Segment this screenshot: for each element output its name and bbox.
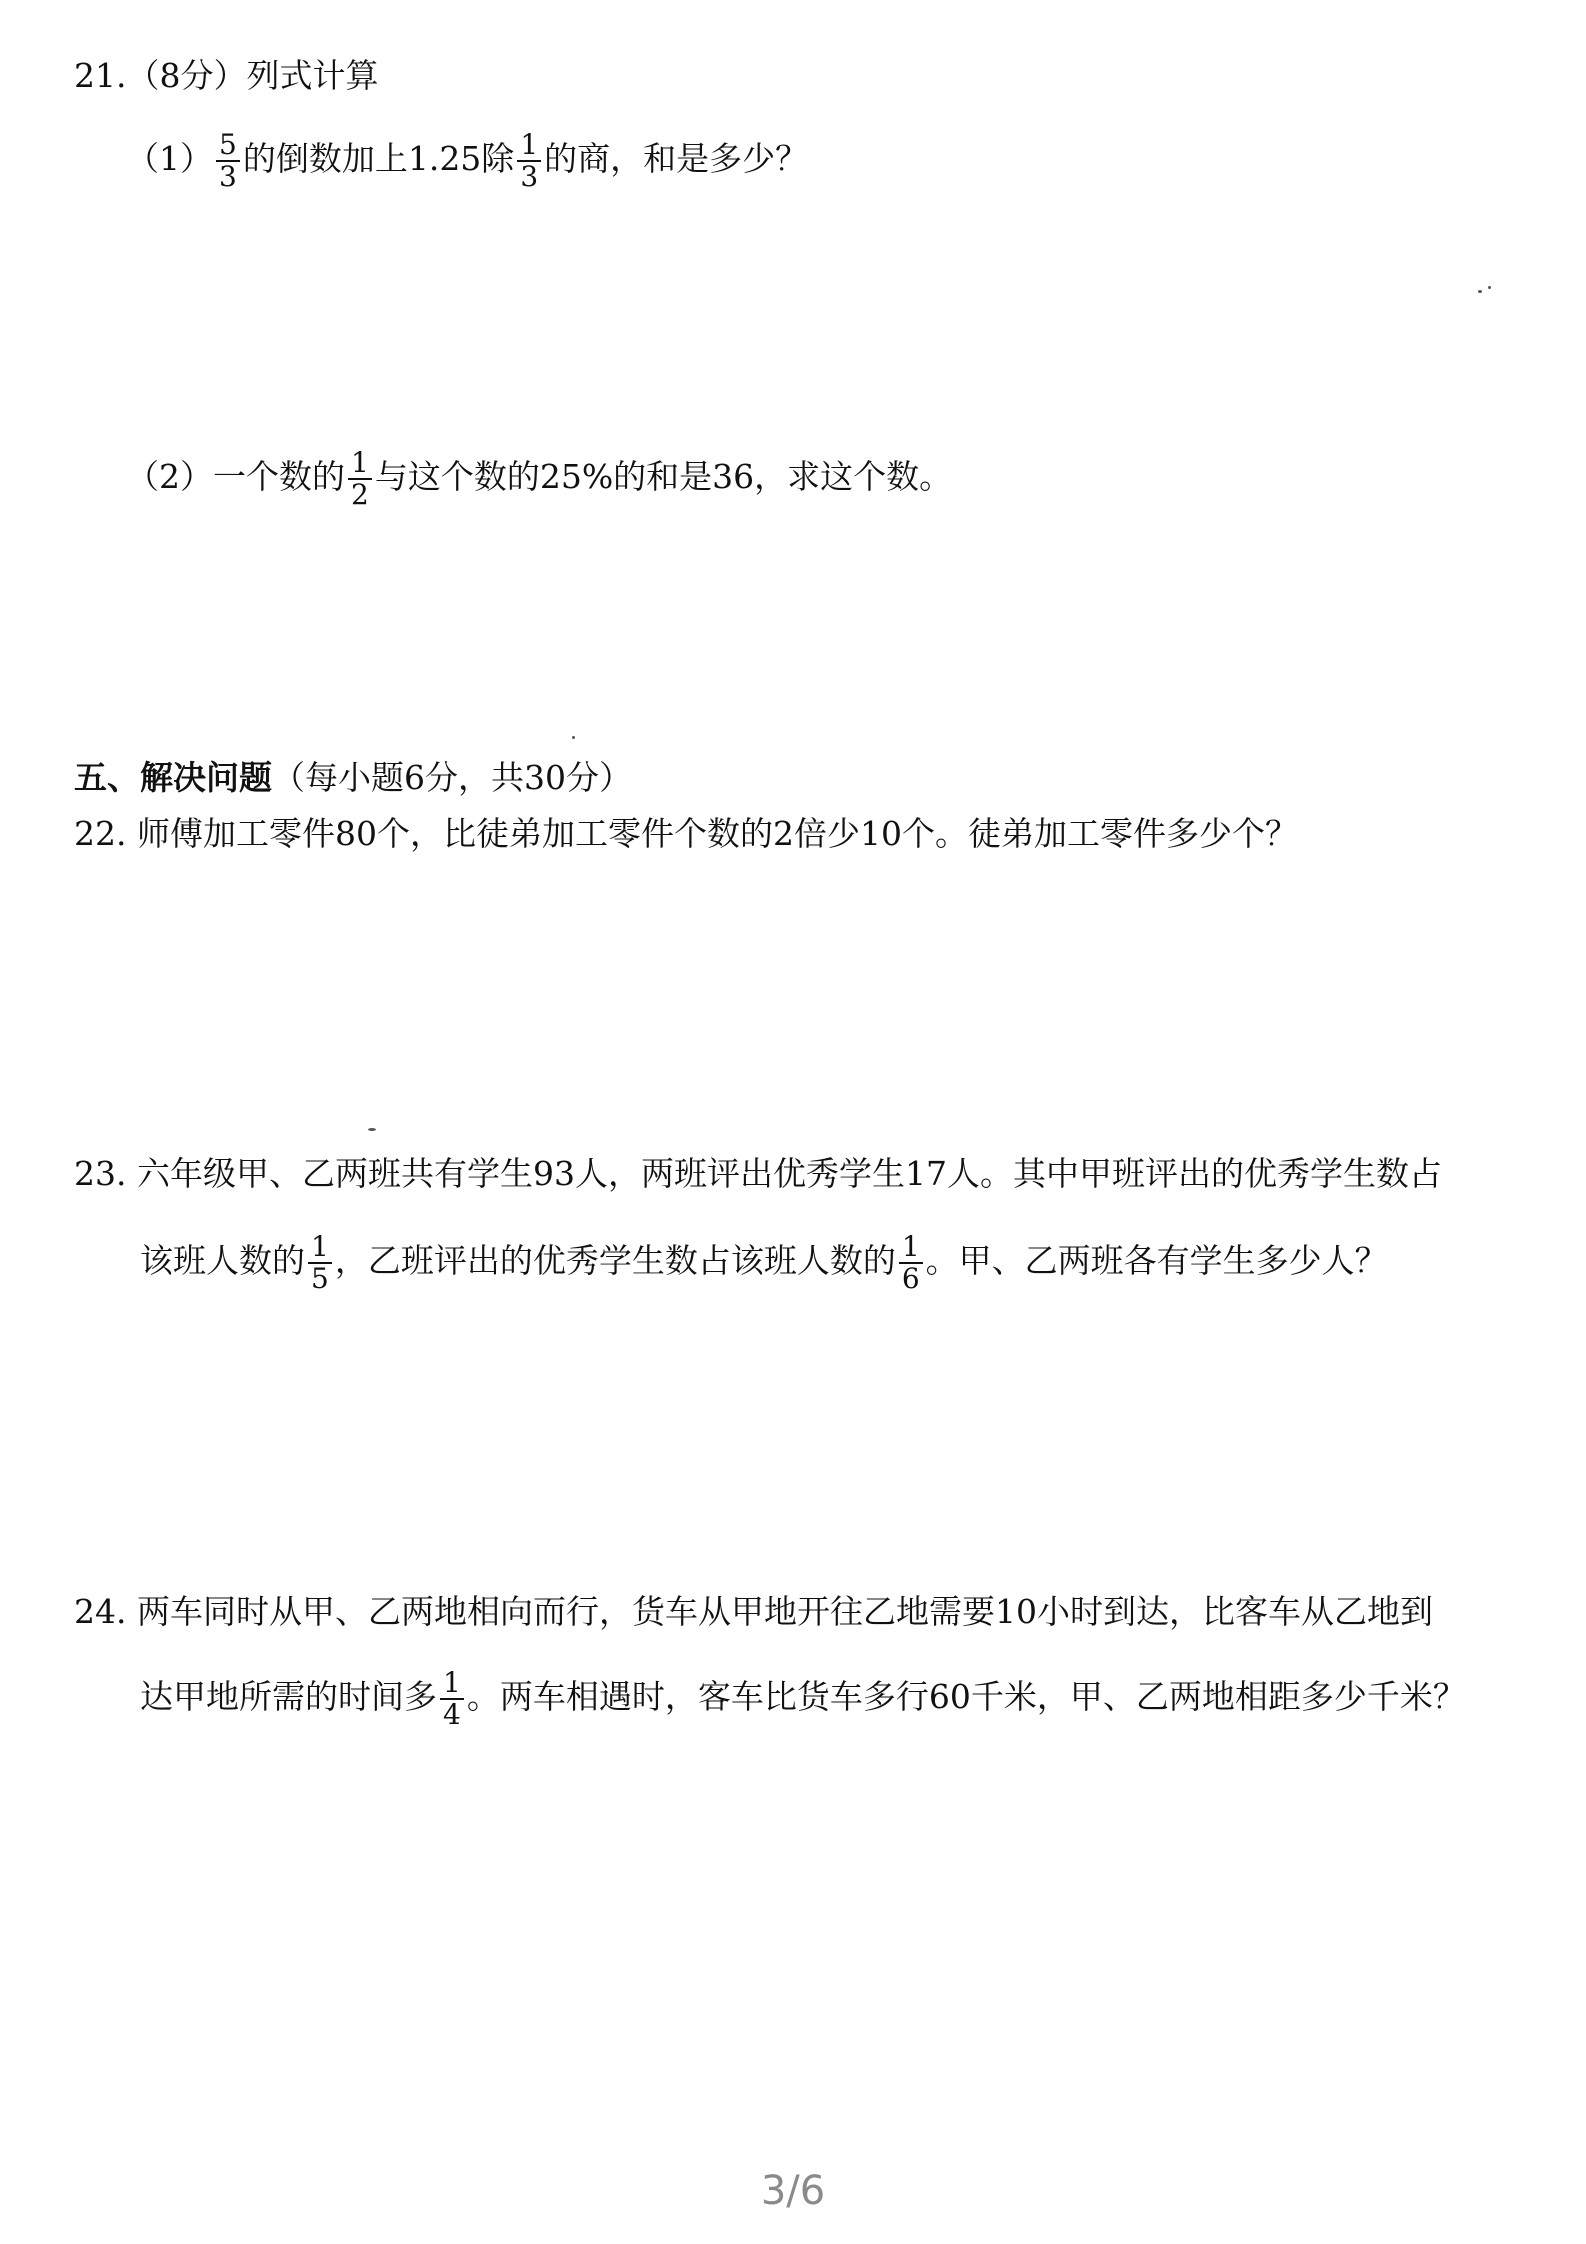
q24-line1: 24. 两车同时从甲、乙两地相向而行，货车从甲地开往乙地需要10小时到达，比客车从乙地到 (74, 1592, 1433, 1631)
q22-text: 22. 师傅加工零件80个，比徒弟加工零件个数的2倍少10个。徒弟加工零件多少个？ (74, 814, 1298, 853)
q23-line1: 23. 六年级甲、乙两班共有学生93人，两班评出优秀学生17人。其中甲班评出的优秀学生数占 (74, 1154, 1442, 1193)
fraction-1-2: $\frac{1}{2}$ (348, 448, 372, 510)
q24-line2-suffix: 。两车相遇时，客车比货车多行60千米，甲、乙两地相距多少千米？ (466, 1677, 1466, 1716)
q21-part2-suffix: 与这个数的25%的和是36，求这个数。 (374, 457, 953, 496)
fraction-5-3: $\frac{5}{3}$ (216, 130, 240, 192)
q24-line2-prefix: 达甲地所需的时间多 (140, 1677, 437, 1716)
page-number: 3/6 (760, 2168, 826, 2214)
fraction-1-4: $\frac{1}{4}$ (440, 1668, 464, 1730)
scan-speck (572, 736, 575, 739)
q21-part1-prefix: （1） (126, 139, 213, 178)
q21-part1-suffix: 的商，和是多少？ (544, 139, 809, 178)
fraction-1-3: $\frac{1}{3}$ (517, 130, 541, 192)
section5-heading (74, 758, 632, 798)
scan-speck (368, 1128, 376, 1131)
q23-line2-middle: ，乙班评出的优秀学生数占该班人数的 (334, 1241, 896, 1280)
section5-note: （每小题6分，共30分） (272, 758, 632, 797)
section5-title: 五、解决问题 (74, 758, 272, 797)
q21-part1-middle: 的倒数加上1.25除 (242, 139, 515, 178)
fraction-1-6: $\frac{1}{6}$ (899, 1232, 923, 1294)
q21-part2 (126, 448, 952, 510)
q23-line2-suffix: 。甲、乙两班各有学生多少人？ (925, 1241, 1388, 1280)
q24-line2 (140, 1668, 1466, 1730)
scan-speck (1478, 290, 1482, 293)
q23-line2-prefix: 该班人数的 (140, 1241, 305, 1280)
fraction-1-5: $\frac{1}{5}$ (308, 1232, 332, 1294)
q21-part2-prefix: （2）一个数的 (126, 457, 345, 496)
q21-title: 21.（8分）列式计算 (74, 56, 379, 95)
q23-line2 (140, 1232, 1388, 1294)
q21-part1 (126, 130, 808, 192)
scan-speck (1488, 286, 1491, 289)
